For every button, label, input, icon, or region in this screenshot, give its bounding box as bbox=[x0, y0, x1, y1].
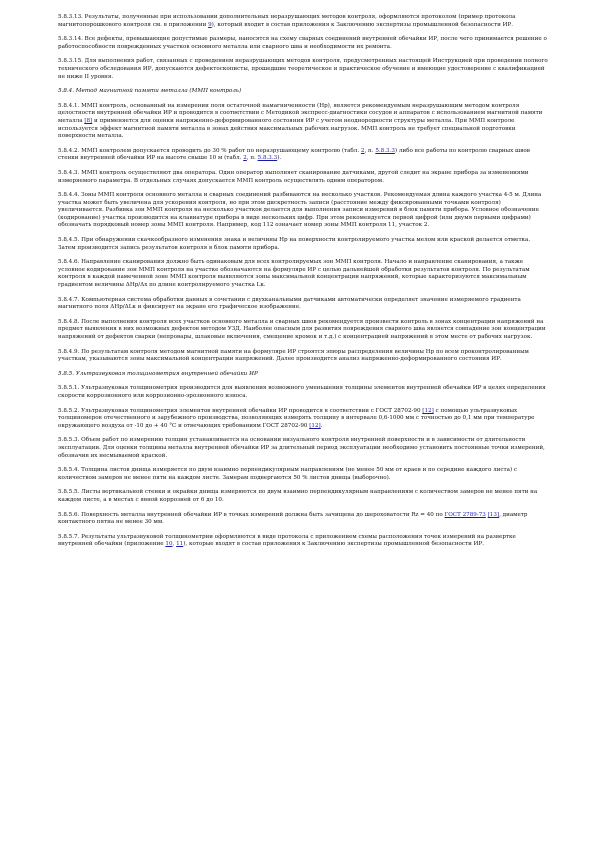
paragraph bbox=[58, 319, 548, 342]
paragraph bbox=[58, 192, 548, 230]
reference-link[interactable]: [12] bbox=[309, 422, 321, 429]
paragraph bbox=[58, 512, 548, 527]
paragraph-text: ) либо все работы по контролю сварных швов стенки внутренней обечайки ИР на высоте свыше 10 м (табл. bbox=[58, 147, 530, 162]
paragraph bbox=[58, 14, 548, 29]
paragraph bbox=[58, 297, 548, 312]
paragraph-text: и применяется для оценки напряженно-деформированного состояния ИР с учетом неоднородности структуры металла. При ММП контроле используется эффект магнитной памяти металла в зонах действия максимальных рабочих нагрузок. ММП контроль не требует специальной подготовки поверхности металла. bbox=[58, 117, 516, 140]
paragraph-text: . bbox=[320, 422, 323, 429]
paragraph-text: ). bbox=[277, 155, 282, 162]
paragraph-text: 5.8.4. Метод магнитной памяти металла (ММП контроль) bbox=[58, 88, 242, 95]
reference-link[interactable]: 11 bbox=[176, 541, 184, 548]
reference-link[interactable]: [12] bbox=[422, 407, 434, 414]
reference-link[interactable]: ГОСТ 2789-73 bbox=[444, 511, 486, 518]
paragraph-text: 5.8.4.5. При обнаружении скачкообразного изменения знака и величины Нр на поверхности контролируемого участка мелом или краской делается отметка. Затем производится запись результатов контроля в блок памяти прибора. bbox=[58, 237, 531, 251]
paragraph-text: 5.8.5. Ультразвуковая толщинометрия внутренней обечайки ИР bbox=[58, 370, 258, 377]
paragraph-text: 5.8.4.1. ММП контроль, основанный на измерении поля остаточной намагниченности (Нр), является рекомендуемым неразрушающим методом контроля целостности внутренней обечайки ИР и проводится в соответствии с Методикой экспресс-диагностики сосудов и аппаратов с использованием магнитной памяти металла bbox=[58, 102, 543, 124]
paragraph-text: 5.8.5.1. Ультразвуковая толщинометрия производится для выявления возможного уменьшения толщины элементов внутренней обечайки ИР в целях определения скорости коррозионного или коррозионно-эрозионного износа. bbox=[58, 385, 546, 399]
paragraph bbox=[58, 237, 548, 252]
paragraph-text: 5.8.4.6. Направление сканирования должно быть одинаковым для всех контролируемых зон ММП контроля. Начало и направление сканирования, а также условное кодирование зон ММП контроля на участке обозначаются на формуляре ИР с целью дальнейшей обработки результатов контроля. По результатам контроля в каждой намеченной зоне ММП контроля выявляются зоны максимальной концентрации напряжений, которые характеризуются максимальным градиентом величины ΔНр/Δx по длине контролируемого участка Lк. bbox=[58, 259, 530, 289]
paragraph-text: с помощью ультразвуковых толщиномеров отечественного и зарубежного производства, позволяющих измерять толщину в интервале 0,6-1000 мм с точностью до 0,1 мм при температуре окружающего воздуха от -10 до + 40 °С и отвечающих требованиям ГОСТ 28702-90 bbox=[58, 407, 535, 429]
paragraph bbox=[58, 36, 548, 51]
reference-link[interactable]: 10 bbox=[165, 541, 173, 548]
paragraph bbox=[58, 437, 548, 460]
paragraph-text: , п. bbox=[246, 155, 258, 162]
paragraph-text: , диаметр контактного пятна не менее 30 мм. bbox=[58, 511, 528, 526]
paragraph-text: 5.8.4.7. Компьютерная система обработки данных в сочетании с двухканальными датчиками автоматически определяет значение измеряемого градиента магнитного поля ΔНр/ΔLк и фиксирует на экране его графическое изображение. bbox=[58, 296, 521, 311]
paragraph-text: , п. bbox=[364, 147, 376, 154]
paragraph-text: 5.8.4.3. ММП контроль осуществляют два оператора. Один оператор выполняет сканирование датчиками, другой следит на экране прибора за изменениями измеряемого параметра. В отдельных случаях допускается ММП контроль осуществлять одним оператором. bbox=[58, 169, 529, 184]
paragraph bbox=[58, 148, 548, 163]
paragraph-text: 5.8.3.15. Для выполнения работ, связанных с проведением неразрушающих методов контроля, предусмотренных настоящей Инструкцией при проведении полного технического обследования ИР, допускаются дефектоскописты, прошедшие теоретическое и практическое обучение и имеющие удостоверение с квалификацией не ниже II уровня. bbox=[58, 58, 548, 80]
reference-link[interactable]: 5.8.3.3 bbox=[375, 147, 395, 154]
paragraph-text: 5.8.5.2. Ультразвуковая толщинометрия элементов внутренней обечайки ИР проводится в соответствии с ГОСТ 28702-90 bbox=[58, 407, 423, 414]
paragraph bbox=[58, 534, 548, 549]
paragraph bbox=[58, 385, 548, 400]
paragraph-text: 5.8.4.2. ММП контролем допускается проводить до 30 % работ по неразрушающему контролю (табл. bbox=[58, 147, 361, 154]
reference-link[interactable]: 2 bbox=[360, 147, 365, 154]
paragraph bbox=[58, 103, 548, 141]
reference-link[interactable]: 9 bbox=[208, 21, 212, 28]
paragraph-text: , bbox=[172, 541, 177, 548]
paragraph bbox=[58, 58, 548, 81]
paragraph-text: 5.8.5.6. Поверхность металла внутренней обечайки ИР в точках измерений должна быть зачищена до шероховатости Rz = 40 по bbox=[58, 511, 445, 518]
paragraph-text: 5.8.5.5. Листы вертикальной стенки и окрайки днища измеряются по двум взаимно перпендикулярным направлениям с количеством замеров не менее пяти на каждом листе, а в местах с явной коррозией от 6 до 10. bbox=[58, 489, 538, 503]
reference-link[interactable]: [8] bbox=[84, 117, 93, 124]
paragraph bbox=[58, 170, 548, 185]
section-heading bbox=[58, 371, 548, 379]
paragraph-text: ), который входит в состав приложения к Заключению экспертизы промышленной безопасности ИР. bbox=[211, 21, 514, 28]
section-heading bbox=[58, 88, 548, 96]
paragraph-text: 5.8.4.4. Зоны ММП контроля основного металла и сварных соединений разбиваются на несколько участков. Рекомендуемая длина каждого участка 4-5 м. Длина участка может быть увеличена для ускорения контроля, но при этом дискретность записи (расстояние между фиксированными точками контроля) увеличивается. Разбивка зон ММП контроля на несколько участков делается для выполнения записи измерений в блок памяти прибора. Условное обозначение (кодирование) участка производится на клавиатуре прибора в виде нескольких цифр. При этом рекомендуется первой цифрой (или двумя первыми цифрами) обозначать порядковый номер зоны ММП контроля. Например, код 112 означает номер зоны ММП контроля 11, участок 2. bbox=[58, 192, 542, 229]
paragraph-text: 5.8.3.13. Результаты, полученные при использовании дополнительных неразрушающих методов контроля, оформляются протоколом (пример протокола магнитопорошкового контроля см. в приложении bbox=[58, 14, 516, 28]
paragraph-text: 5.8.5.7. Результаты ультразвуковой толщинометрии оформляются в виде протокола с приложением схемы расположения точек измерений на развертке внутренней обечайки (приложение bbox=[58, 533, 516, 548]
paragraph-text: 5.8.4.8. После выполнения контроля всех участков основного металла и сварных швов рекомендуется произвести контроль в зонах концентрации напряжений на предмет выявления в них возможных дефектов методом УЗД. Наиболее опасным для развития повреждения сварного шва является совпадение зон концентрации напряжений от дефектов сварки (непровары, шлаковые включения, смещение кромок и т.д.) с концентрацией напряжений в этом месте от рабочих нагрузок. bbox=[58, 318, 546, 340]
paragraph-text: 5.8.4.9. По результатам контроля методом магнитной памяти на формуляре ИР строятся эпюры распределения величины Нр по всем проконтролированным участкам, указываются зоны максимальной концентрации напряжений. Далее производится анализ напряженно-деформированного состояния ИР. bbox=[58, 348, 529, 363]
paragraph bbox=[58, 489, 548, 504]
paragraph-text: 5.8.5.4. Толщина листов днища измеряется по двум взаимно перпендикулярным направлениям (не менее 50 мм от краев и по середине каждого листа) с количеством замеров не менее пяти на каждом листе. Замерам подвергаются 50 % листов днища (выборочно). bbox=[58, 467, 518, 481]
reference-link[interactable]: 2 bbox=[243, 155, 247, 162]
reference-link[interactable]: 5.8.3.3 bbox=[257, 155, 278, 162]
document-body bbox=[58, 14, 548, 556]
paragraph bbox=[58, 259, 548, 289]
paragraph bbox=[58, 467, 548, 482]
paragraph bbox=[58, 408, 548, 431]
reference-link[interactable]: [13] bbox=[487, 511, 500, 518]
paragraph-text: 5.8.5.3. Объем работ по измерению толщин устанавливается на основании визуального контроля внутренней поверхности и в зависимости от длительности эксплуатации. Для оценки толщины металла внутренней обечайки ИР за длительный период эксплуатации необходимо установить постоянные точки измерений, обозначив их несмываемой краской. bbox=[58, 437, 545, 459]
paragraph-text: 5.8.3.14. Все дефекты, превышающие допустимые размеры, наносятся на схему сварных соединений внутренней обечайки ИР, после чего принимается решение о работоспособности поврежденных участков основного металла или сварного шва и необходимости их ремонта. bbox=[58, 36, 547, 50]
paragraph-text: ), которые входят в состав приложения к Заключению экспертизы промышленной безопасности ИР. bbox=[183, 541, 485, 548]
paragraph bbox=[58, 349, 548, 364]
